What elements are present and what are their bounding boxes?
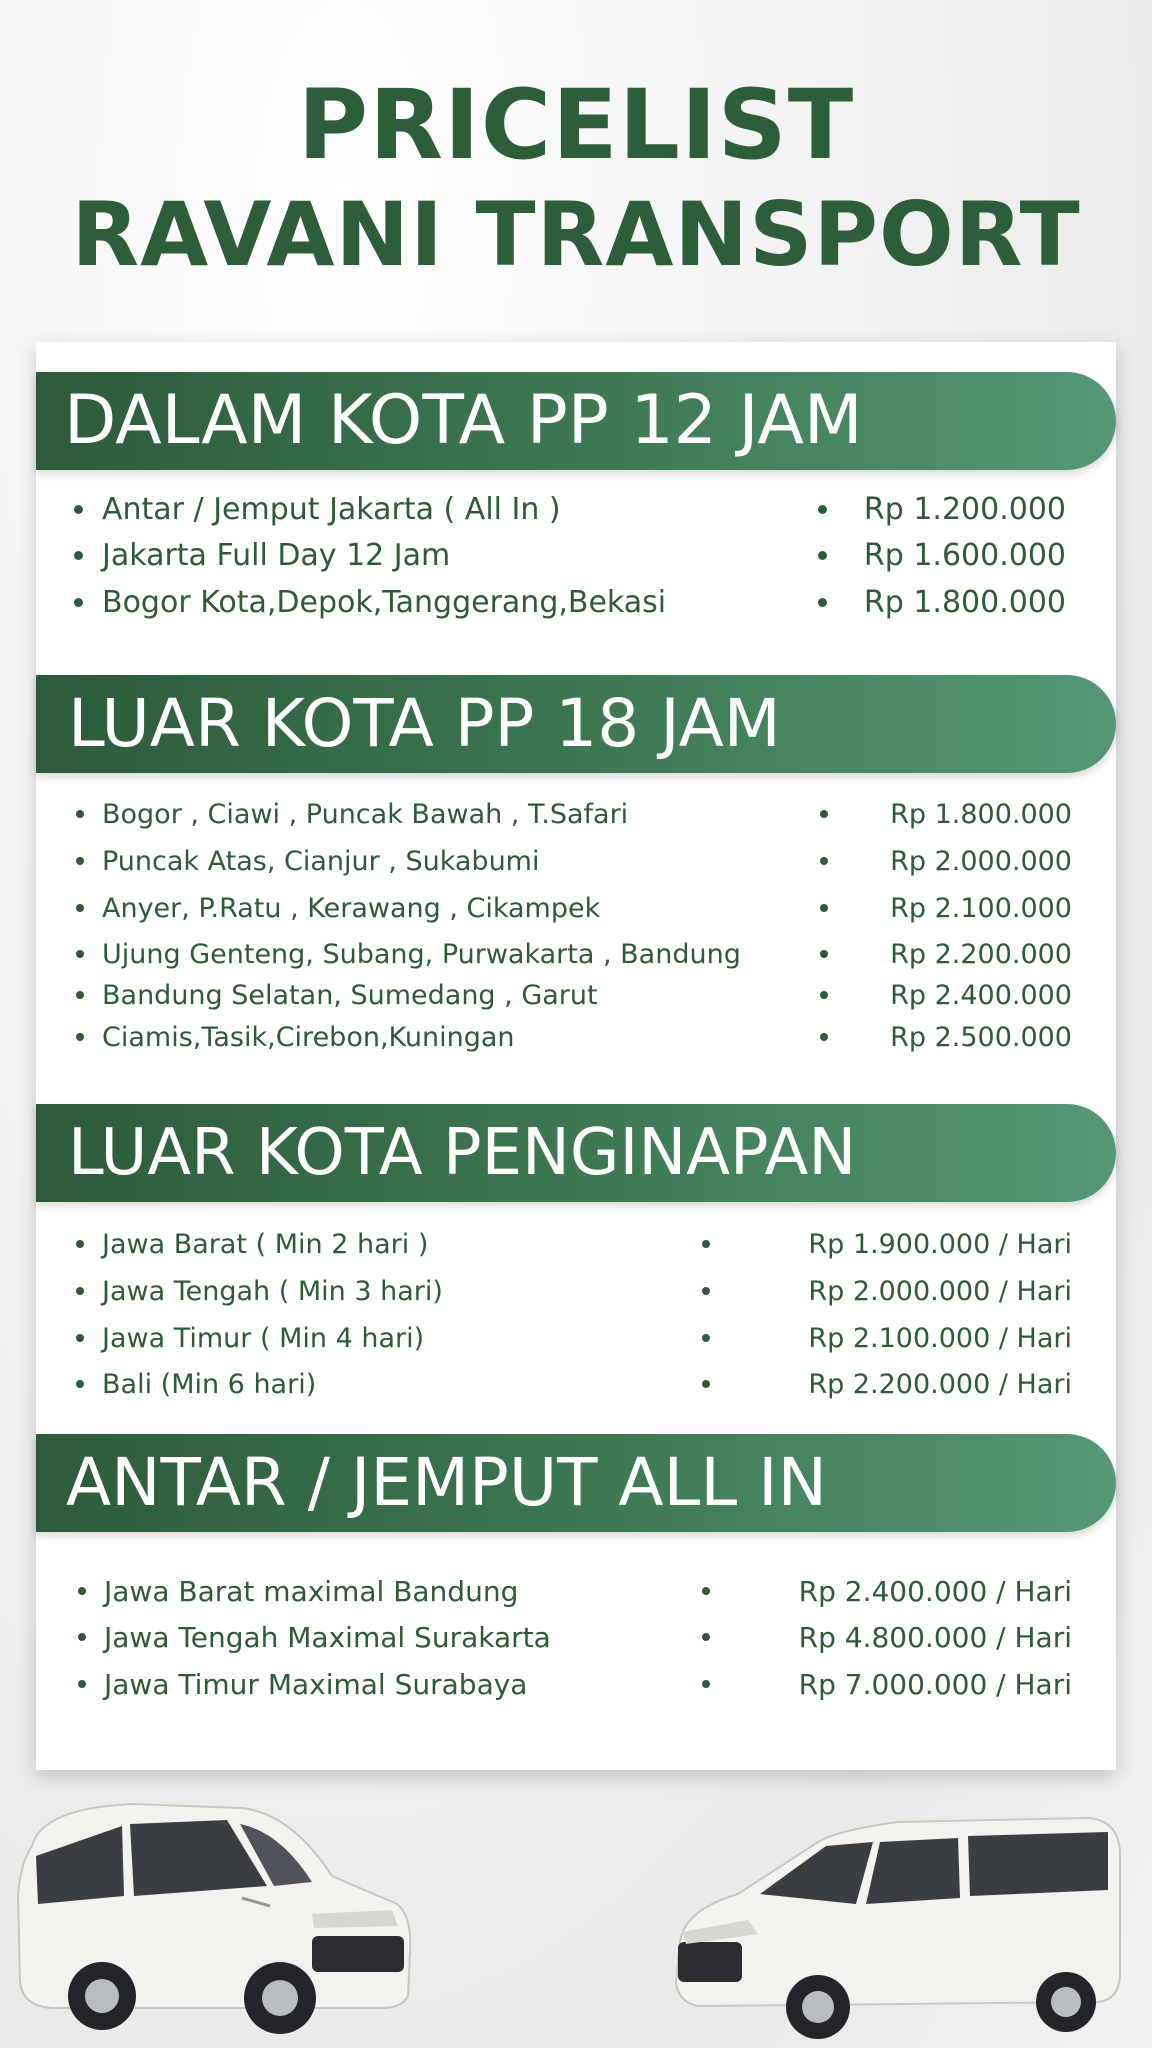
list-item [36,583,1116,623]
item-label: Ujung Genteng, Subang, Purwakarta , Bandung [102,939,741,970]
bullet-icon [76,1287,84,1295]
bullet-icon [76,857,84,865]
item-label: Antar / Jemput Jakarta ( All In ) [102,492,561,527]
section-heading: LUAR KOTA PP 18 JAM [68,685,781,762]
list-item [36,976,1116,1016]
item-label: Bali (Min 6 hari) [102,1369,317,1400]
bullet-icon [702,1380,710,1388]
section-heading: LUAR KOTA PENGINAPAN [68,1116,857,1190]
list-item [36,536,1116,576]
list-item [36,1665,1116,1705]
list-item [36,1018,1116,1058]
item-price: Rp 1.900.000 / Hari [808,1229,1072,1260]
bullet-icon [74,598,83,607]
item-price: Rp 1.600.000 [863,538,1066,573]
bullet-icon [78,1633,86,1641]
bullet-icon [76,904,84,912]
item-label: Jawa Timur ( Min 4 hari) [102,1323,425,1354]
bullet-icon [78,1587,86,1595]
bullet-icon [74,551,83,560]
bullet-icon [76,1240,84,1248]
item-label: Jawa Timur Maximal Surabaya [104,1668,528,1701]
item-label: Jawa Tengah ( Min 3 hari) [102,1276,443,1307]
bullet-icon [76,991,84,999]
item-price: Rp 1.800.000 [863,585,1066,620]
list-item [36,1365,1116,1405]
title-line-1: PRICELIST [297,69,855,181]
bullet-icon [702,1587,710,1595]
item-label: Ciamis,Tasik,Cirebon,Kuningan [102,1022,515,1053]
item-label: Anyer, P.Ratu , Kerawang , Cikampek [102,893,601,924]
bullet-icon [74,505,83,514]
bullet-icon [76,1033,84,1041]
bullet-icon [820,991,828,999]
list-item [36,935,1116,975]
item-price: Rp 2.400.000 / Hari [798,1575,1072,1608]
section-banner-luar-kota [36,675,1116,773]
bullet-icon [820,857,828,865]
item-label: Bogor , Ciawi , Puncak Bawah , T.Safari [102,799,629,830]
list-item [36,889,1116,929]
bullet-icon [702,1240,710,1248]
item-price: Rp 4.800.000 / Hari [798,1621,1072,1654]
section-heading: DALAM KOTA PP 12 JAM [64,381,863,460]
list-item [36,1572,1116,1612]
bullet-icon [820,950,828,958]
item-label: Jakarta Full Day 12 Jam [102,538,451,573]
item-price: Rp 2.500.000 [890,1022,1072,1053]
bullet-icon [820,810,828,818]
bullet-icon [702,1287,710,1295]
section-heading: ANTAR / JEMPUT ALL IN [66,1444,827,1521]
van-left-image [12,1786,412,2036]
bullet-icon [818,598,827,607]
bullet-icon [818,505,827,514]
bullet-icon [702,1680,710,1688]
item-label: Bogor Kota,Depok,Tanggerang,Bekasi [102,585,667,620]
list-item [36,795,1116,835]
list-item [36,1225,1116,1265]
bullet-icon [76,1334,84,1342]
list-item [36,1272,1116,1312]
item-price: Rp 2.000.000 / Hari [808,1276,1072,1307]
bullet-icon [820,904,828,912]
item-price: Rp 2.000.000 [890,846,1072,877]
item-label: Jawa Barat maximal Bandung [104,1575,519,1608]
item-price: Rp 2.100.000 / Hari [808,1323,1072,1354]
bullet-icon [702,1334,710,1342]
section-banner-dalam-kota [36,372,1116,470]
van-right-image [668,1802,1128,2042]
item-price: Rp 2.400.000 [890,980,1072,1011]
item-label: Bandung Selatan, Sumedang , Garut [102,980,598,1011]
item-label: Jawa Tengah Maximal Surakarta [104,1621,551,1654]
bullet-icon [78,1680,86,1688]
list-item [36,490,1116,530]
bullet-icon [76,1380,84,1388]
bullet-icon [818,551,827,560]
section-banner-antar-jemput [36,1434,1116,1532]
list-item [36,1618,1116,1658]
item-price: Rp 2.200.000 / Hari [808,1369,1072,1400]
bullet-icon [702,1633,710,1641]
bullet-icon [820,1033,828,1041]
item-price: Rp 2.100.000 [890,893,1072,924]
list-item [36,1319,1116,1359]
item-label: Jawa Barat ( Min 2 hari ) [102,1229,429,1260]
section-banner-penginapan [36,1104,1116,1202]
bullet-icon [76,810,84,818]
item-price: Rp 2.200.000 [890,939,1072,970]
list-item [36,842,1116,882]
title-line-2: RAVANI TRANSPORT [71,183,1081,286]
item-label: Puncak Atas, Cianjur , Sukabumi [102,846,540,877]
bullet-icon [76,950,84,958]
item-price: Rp 7.000.000 / Hari [798,1668,1072,1701]
item-price: Rp 1.200.000 [863,492,1066,527]
item-price: Rp 1.800.000 [890,799,1072,830]
